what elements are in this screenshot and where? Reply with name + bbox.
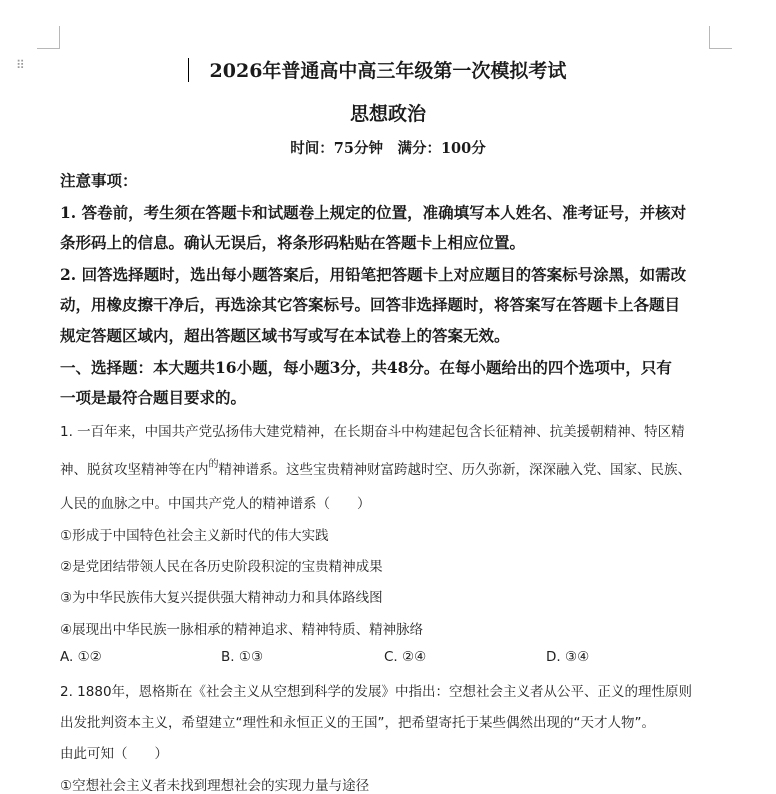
q1-stem-line-3: 人民的血脉之中。中国共产党人的精神谱系（ ） [60, 496, 371, 512]
q1-stem-line-1: 1. 一百年来，中国共产党弘扬伟大建党精神，在长期奋斗中构建起包含长征精神、抗美援朝精神、特区精 [60, 424, 685, 440]
notice-item-1-line-2: 条形码上的信息。确认无误后，将条形码粘贴在答题卡上相应位置。 [60, 233, 526, 252]
exam-title: 2026年普通高中高三年级第一次模拟考试 [209, 60, 567, 82]
drag-handle-icon[interactable]: ⠿ [16, 58, 26, 72]
q2-stem-line-1: 2. 1880年，恩格斯在《社会主义从空想到科学的发展》中指出：空想社会主义者从公平、正义的理性原则 [60, 684, 693, 700]
q1-stem-line-2: 神、脱贫攻坚精神等在内$^的$精神谱系。这些宝贵精神财富跨越时空、历久弥新，深深融入党、国家、民族、 [60, 459, 691, 478]
notice-item-2-line-3: 规定答题区域内，超出答题区域书写或写在本试卷上的答案无效。 [60, 326, 510, 345]
section-1-line-2: 一项是最符合题目要求的。 [60, 388, 247, 407]
q1-option-d: D. ③④ [546, 649, 590, 665]
q2-statement-1: ①空想社会主义者未找到理想社会的实现力量与途径 [60, 778, 370, 794]
page-corner-top-left [37, 26, 60, 49]
section-1-line-1: 一、选择题：本大题共16小题，每小题3分，共48分。在每小题给出的四个选项中，只有 [60, 358, 672, 377]
q1-statement-1: ①形成于中国特色社会主义新时代的伟大实践 [60, 528, 329, 544]
notice-heading: 注意事项： [60, 171, 138, 190]
notice-item-1-line-1: 1. 答卷前，考生须在答题卡和试题卷上规定的位置，准确填写本人姓名、准考证号，并核对 [60, 203, 687, 222]
q1-option-a: A. ①② [60, 649, 102, 665]
q1-option-c: C. ②④ [384, 649, 427, 665]
q2-stem-line-3: 由此可知（ ） [60, 746, 168, 762]
q1-statement-4: ④展现出中华民族一脉相承的精神追求、精神特质、精神脉络 [60, 622, 424, 638]
time-score-line: 时间：75分钟 满分：100分 [290, 140, 486, 157]
q1-statement-2: ②是党团结带领人民在各历史阶段积淀的宝贵精神成果 [60, 559, 383, 575]
notice-item-2-line-1: 2. 回答选择题时，选出每小题答案后，用铅笔把答题卡上对应题目的答案标号涂黑，如需改 [60, 265, 687, 284]
subject-title: 思想政治 [349, 103, 426, 125]
notice-item-2-line-2: 动，用橡皮擦干净后，再选涂其它答案标号。回答非选择题时，将答案写在答题卡上各题目 [60, 295, 681, 314]
page-corner-top-right [709, 26, 732, 49]
q1-option-b: B. ①③ [221, 649, 264, 665]
q1-statement-3: ③为中华民族伟大复兴提供强大精神动力和具体路线图 [60, 590, 383, 606]
q2-stem-line-2: 出发批判资本主义，希望建立“理性和永恒正义的王国”，把希望寄托于某些偶然出现的“天才人物”。 [60, 715, 655, 731]
